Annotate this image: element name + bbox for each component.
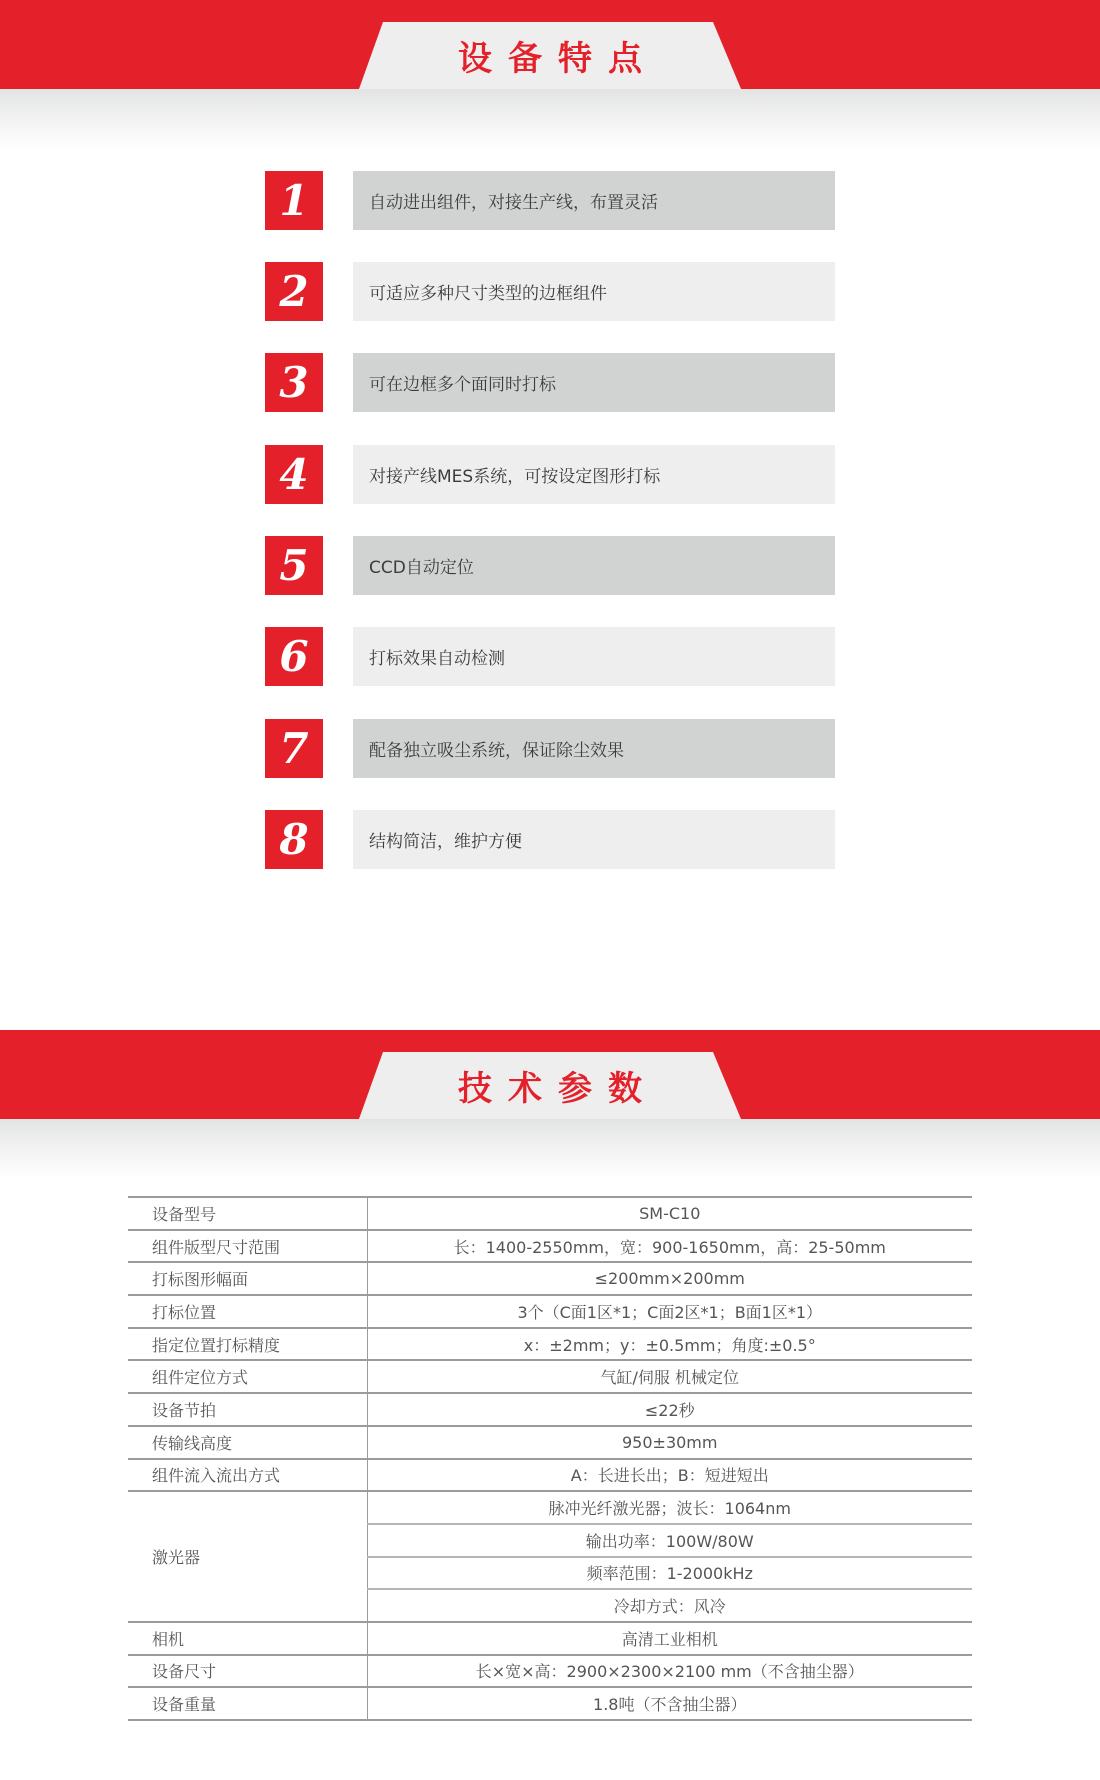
spec-value: 频率范围：1-2000kHz	[367, 1557, 972, 1590]
feature-number-badge: 7	[265, 719, 323, 778]
table-row	[128, 1459, 972, 1492]
table-row	[128, 1197, 972, 1230]
table-row	[128, 1295, 972, 1328]
feature-number-badge: 5	[265, 536, 323, 595]
table-row	[128, 1491, 972, 1524]
specs-table	[128, 1196, 972, 1721]
spec-value: 输出功率：100W/80W	[367, 1524, 972, 1557]
feature-number-badge: 3	[265, 353, 323, 412]
spec-label: 设备尺寸	[128, 1655, 367, 1688]
header-shadow-fade	[0, 1119, 1100, 1179]
feature-text: CCD自动定位	[353, 536, 835, 595]
table-row	[128, 1328, 972, 1361]
feature-text: 自动进出组件，对接生产线，布置灵活	[353, 171, 835, 230]
spec-label: 相机	[128, 1622, 367, 1655]
features-section-title: 设备特点	[458, 39, 658, 79]
specs-header-band	[0, 1030, 1100, 1180]
feature-text: 可在边框多个面同时打标	[353, 353, 835, 412]
spec-value: 脉冲光纤激光器；波长：1064nm	[367, 1491, 972, 1524]
table-row	[128, 1426, 972, 1459]
features-header-band	[0, 0, 1100, 150]
spec-label: 组件定位方式	[128, 1360, 367, 1393]
spec-value: 高清工业相机	[367, 1622, 972, 1655]
table-row	[128, 1622, 972, 1655]
spec-value: 长：1400-2550mm，宽：900-1650mm，高：25-50mm	[367, 1230, 972, 1263]
spec-value: 长×宽×高：2900×2300×2100 mm（不含抽尘器）	[367, 1655, 972, 1688]
table-row	[128, 1360, 972, 1393]
spec-value: 1.8吨（不含抽尘器）	[367, 1687, 972, 1720]
table-row	[128, 1230, 972, 1263]
feature-number-badge: 8	[265, 810, 323, 869]
feature-text: 配备独立吸尘系统，保证除尘效果	[353, 719, 835, 778]
feature-text: 可适应多种尺寸类型的边框组件	[353, 262, 835, 321]
feature-text: 结构简洁，维护方便	[353, 810, 835, 869]
spec-label-laser: 激光器	[128, 1491, 367, 1622]
table-row	[128, 1687, 972, 1720]
header-shadow-fade	[0, 89, 1100, 149]
feature-item	[265, 262, 835, 321]
spec-label: 传输线高度	[128, 1426, 367, 1459]
feature-item	[265, 171, 835, 230]
spec-label: 设备型号	[128, 1197, 367, 1230]
spec-label: 指定位置打标精度	[128, 1328, 367, 1361]
spec-value: SM-C10	[367, 1197, 972, 1230]
specs-section-title: 技术参数	[458, 1069, 658, 1109]
feature-text: 对接产线MES系统，可按设定图形打标	[353, 445, 835, 504]
feature-item	[265, 719, 835, 778]
spec-value: ≤22秒	[367, 1393, 972, 1426]
spec-value: A：长进长出；B：短进短出	[367, 1459, 972, 1492]
feature-text: 打标效果自动检测	[353, 627, 835, 686]
feature-item	[265, 536, 835, 595]
spec-value: 950±30mm	[367, 1426, 972, 1459]
table-row	[128, 1655, 972, 1688]
feature-item	[265, 445, 835, 504]
spec-label: 打标图形幅面	[128, 1262, 367, 1295]
spec-value: 气缸/伺服 机械定位	[367, 1360, 972, 1393]
spec-label: 打标位置	[128, 1295, 367, 1328]
spec-label: 设备重量	[128, 1687, 367, 1720]
spec-label: 设备节拍	[128, 1393, 367, 1426]
feature-item	[265, 810, 835, 869]
spec-value: x：±2mm；y：±0.5mm；角度:±0.5°	[367, 1328, 972, 1361]
feature-item	[265, 353, 835, 412]
spec-value: ≤200mm×200mm	[367, 1262, 972, 1295]
feature-number-badge: 4	[265, 445, 323, 504]
feature-number-badge: 2	[265, 262, 323, 321]
spec-label: 组件版型尺寸范围	[128, 1230, 367, 1263]
table-row	[128, 1262, 972, 1295]
feature-number-badge: 1	[265, 171, 323, 230]
spec-value: 3个（C面1区*1；C面2区*1；B面1区*1）	[367, 1295, 972, 1328]
feature-item	[265, 627, 835, 686]
spec-label: 组件流入流出方式	[128, 1459, 367, 1492]
table-row	[128, 1393, 972, 1426]
feature-number-badge: 6	[265, 627, 323, 686]
spec-value: 冷却方式：风冷	[367, 1589, 972, 1622]
